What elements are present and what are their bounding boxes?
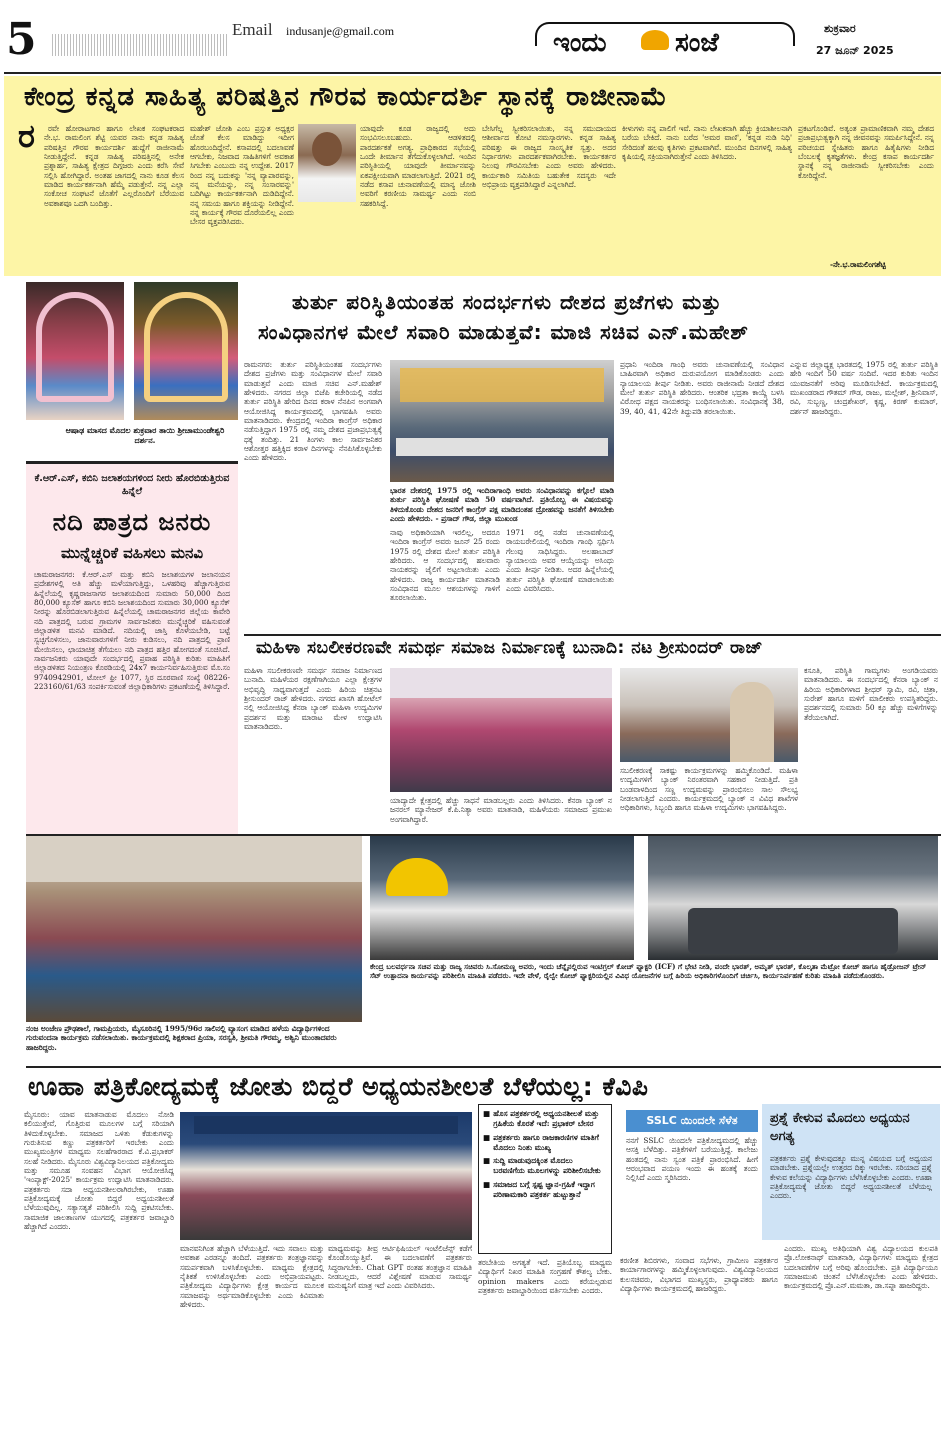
highlight-text: ಪತ್ರಕರ್ತರು ಹಾಗೂ ರಾಜಕಾರಣಿಗಳ ಮಾತಿಗೆ ಮೊದಲು ನಿಂತು ಮುಖ್ಯ	[493, 1132, 599, 1152]
journalism-col-5: ಕರಣೀತ ಶಿಬಿರಗಳು, ಸಂವಾದ ಸಭೆಗಳು, ಗ್ರಾಮೀಣ ಪತ್ರಕರ್ತರ ಕಾರ್ಯಾಗಾರಗಳನ್ನು ಹಮ್ಮಿಕೊಳ್ಳಲಾಗುವುದು. ವಿಶ್ವವಿದ್ಯಾನಿಲಯದ ಕುಲಸಚಿವರು, ವಿಭಾಗದ ಮುಖ್ಯಸ್ಥರು, ಪ್ರಾಧ್ಯಾಪಕರು ಹಾಗೂ ವಿದ್ಯಾರ್ಥಿಗಳು ಕಾರ್ಯಕ್ರಮದಲ್ಲಿ ಹಾಜರಿದ್ದರು.	[620, 1256, 778, 1293]
icf-caption: ಕೇಂದ್ರ ಬಲವರ್ಧನಾ ಸಚಿವ ಮತ್ತು ರಾಜ್ಯ ಸಚಿವರು ಸಿ.ಸೋಮಣ್ಣ ಅವರು, ಇಂದು ಚೆನ್ನೈನಲ್ಲಿರುವ ಇಂಟಿಗ್ರಲ್ ಕೋಚ್ ಫ್ಯಾಕ್ಟರಿ (ICF) ಗೆ ಭೇಟಿ ನೀಡಿ, ವಂದೇ ಭಾರತ್, ಅಮೃತ್ ಭಾರತ್, ಕೊಲ್ಕತಾ ಮೆಟ್ರೋ ಕೋಚ್ ಹಾಗೂ ಹೈಡ್ರೋಜನ್ ಟ್ರೇನ್ ಸೆಟ್ ಉತ್ಪಾದನಾ ಕಾರ್ಯವನ್ನು ಪರಿಶೀಲಿಸಿ ಮಾಹಿತಿ ಪಡೆದರು. ಇದೇ ವೇಳೆ, ರೈಲ್ವೇ ಕೋಚ್ ಫ್ಯಾಕ್ಟರಿಯಲ್ಲಿನ ವಿವಿಧ ಯೋಜನೆಗಳ ಬಗ್ಗೆ ಹಿರಿಯ ಅಧಿಕಾರಿಗಳೊಂದಿಗೆ ಚರ್ಚಿಸಿ, ಕಾರ್ಯನಿರ್ವಹಣೆ ಕುರಿತು ಮಾಹಿತಿ ಪಡೆದುಕೊಂಡರು.	[370, 962, 927, 980]
machinery-shape	[688, 908, 898, 954]
journalism-col-6: ಎಂದರು. ಮುಖ್ಯ ಅತಿಥಿಯಾಗಿ ವಿಶ್ವ ವಿದ್ಯಾಲಯದ ಕುಲಪತಿ ಪ್ರೊ.ಲೋಕನಾಥ್ ಮಾತನಾಡಿ, ವಿದ್ಯಾರ್ಥಿಗಳು ಮಾಧ್ಯಮ ಕ್ಷೇತ್ರದ ಬದಲಾವಣೆಗಳ ಬಗ್ಗೆ ಅರಿವು ಹೊಂದಬೇಕು. ಪ್ರತಿ ವಿದ್ಯಾರ್ಥಿಯೂ ಸಮಾಜಮುಖಿ ಚಿಂತನೆ ಬೆಳೆಸಿಕೊಳ್ಳಬೇಕು ಎಂದು ಹೇಳಿದರು. ಕಾರ್ಯಕ್ರಮದಲ್ಲಿ ಪ್ರೊ.ಎನ್.ಮಮತಾ, ಡಾ.ಸಪ್ನಾ ಹಾಜರಿದ್ದರು.	[784, 1244, 938, 1291]
logo-word-left: ಇಂದು	[553, 28, 607, 58]
women-event-photo	[390, 668, 612, 792]
emergency-col-1: ರಾಮನಗರ: ತುರ್ತು ಪರಿಸ್ಥಿತಿಯಂತಹ ಸಂದರ್ಭಗಳು ದೇಶದ ಪ್ರಜೆಗಳು ಮತ್ತು ಸಂವಿಧಾನಗಳ ಮೇಲೆ ಸವಾರಿ ಮಾಡುತ್ತವೆ ಎಂದು ಮಾಜಿ ಸಚಿವ ಎನ್.ಮಹೇಶ್ ಹೇಳಿದರು. ನಗರದ ಜಿಲ್ಲಾ ಬಿಜೆಪಿ ಕಚೇರಿಯಲ್ಲಿ ನಡೆದ ತುರ್ತು ಪರಿಸ್ಥಿತಿ ಹೇರಿದ ದಿನದ ಕರಾಳ ನೆನಪಿನ ಅಂಗವಾಗಿ ಆಯೋಜಿಸಿದ್ದ ಕಾರ್ಯಕ್ರಮದಲ್ಲಿ ಭಾಗವಹಿಸಿ ಅವರು ಮಾತನಾಡಿದರು. ಕೇಂದ್ರದಲ್ಲಿ ಇಂದಿರಾ ಕಾಂಗ್ರೆಸ್ ಅಧಿಕಾರ ನಡೆಸುತ್ತಿದ್ದಾಗ 1975 ರಲ್ಲಿ ನಮ್ಮ ದೇಶದ ಪ್ರಜಾಪ್ರಭುತ್ವಕ್ಕೆ ಧಕ್ಕೆ ತಂದಿತ್ತು. 21 ತಿಂಗಳು ಕಾಲ ಸಾರ್ವಜನಿಕರ ಆಶೋತ್ತರ ಹತ್ತಿಕ್ಕಿದ ಕರಾಳ ದಿನಗಳನ್ನು ನೆನಪಿಸಿಕೊಳ್ಳಬೇಕು ಎಂದು ಹೇಳಿದರು.	[244, 360, 382, 463]
women-empowerment-headline: ಮಹಿಳಾ ಸಬಲೀಕರಣವೇ ಸಮರ್ಥ ಸಮಾಜ ನಿರ್ಮಾಣಕ್ಕೆ ಬುನಾದಿ: ನಟ ಶ್ರೀಸುಂದರ್ ರಾಜ್	[256, 638, 763, 658]
bullet-icon: ■	[483, 1132, 491, 1142]
garland-shape	[36, 292, 114, 402]
river-headline: ನದಿ ಪಾತ್ರದ ಜನರು	[52, 508, 212, 536]
highlight-text: ಹೊಸ ಪತ್ರಕರ್ತರಲ್ಲಿ ಅಧ್ಯಯನಶೀಲತೆ ಮತ್ತು ಗ್ರಹಿಕೆಯ ಕೊರತೆ ಇದೆ: ಪ್ರಭಾಕರ್ ಬೇಸರ	[493, 1109, 600, 1128]
women-photo-caption: ಯಾದ್ಯಾದೇ ಕ್ಷೇತ್ರದಲ್ಲಿ ಹೆಚ್ಚು ಸಾಧನೆ ಮಾಡಬಲ್ಲರು ಎಂದು ತಿಳಿಸಿದರು. ಕೆನರಾ ಬ್ಯಾಂಕ್ ನ ಜನರಲ್ ಮ್ಯಾನೇಜರ್ ಕೆ.ಪಿ.ನಿತ್ಯಾ ಅವರು ಮಾತನಾಡಿ, ಮಹಿಳೆಯರು ಸಮಾಜದ ಪ್ರಮುಖ ಅಂಗವಾಗಿದ್ದಾರೆ.	[390, 796, 612, 824]
page-number: 5	[6, 14, 37, 65]
canopy-shape	[390, 668, 612, 698]
backdrop-shape	[194, 1116, 458, 1134]
issue-day: ಶುಕ್ರವಾರ	[824, 22, 856, 35]
icf-photo-right	[648, 836, 938, 960]
highlight-text: ಸುದ್ದಿ ಮಾಡುವುದಕ್ಕಿಂತ ಮೊದಲು ಬರವಣಿಗೆಯ ಮೂಲಗಳನ್ನು ಪರಿಶೀಲಿಸಬೇಕು	[493, 1156, 601, 1176]
journalism-col-4: ತರಬೇತಿಯ ಅಗತ್ಯತೆ ಇದೆ. ಪ್ರತಿಯೊಬ್ಬ ಮಾಧ್ಯಮ ವಿದ್ಯಾರ್ಥಿಗೆ ನಿಖರ ಮಾಹಿತಿ ಸಂಗ್ರಹಣೆ ಕೌಶಲ್ಯ ಬೇಕು. opinion makers ಎಂದು ಕರೆಯಲ್ಪಡುವ ಪತ್ರಕರ್ತರು ಜವಾಬ್ದಾರಿಯಿಂದ ವರ್ತಿಸಬೇಕು ಎಂದರು.	[478, 1258, 612, 1295]
river-kicker: ಕೆ.ಆರ್.ಎಸ್, ಕಬಿನಿ ಜಲಾಶಯಗಳಿಂದ ನೀರು ಹೊರಬಿಡುತ್ತಿರುವ ಹಿನ್ನೆಲೆ	[34, 473, 230, 498]
table-shape	[396, 438, 608, 456]
bullet-icon: ■	[483, 1180, 491, 1190]
temple-caption: ಆಷಾಢ ಮಾಸದ ಮೊದಲ ಶುಕ್ರವಾರ ತಾಯಿ ಶ್ರೀಚಾಮುಂಡೇಶ್ವರಿ ದರ್ಶನ.	[65, 425, 225, 446]
women-col-3: ಕಸೂತಿ, ಪರಿಸ್ಥಿತಿ ಗಾಮ್ಯಗಳು ಅಂಗಡಿಯವರು ಮಾತನಾಡಿದರು. ಈ ಸಂದರ್ಭದಲ್ಲಿ ಕೆನರಾ ಬ್ಯಾಂಕ್ ನ ಹಿರಿಯ ಅಧಿಕಾರಿಗಳಾದ ಶ್ರೀಧರ್ ಸ್ವಾಮಿ, ರವಿ, ಚಿತ್ರಾ, ಸುರೇಶ್ ಹಾಗೂ ಮಳಿಗೆ ಮಾಲೀಕರು ಉಪಸ್ಥಿತರಿದ್ದರು. ಪ್ರದರ್ಶನದಲ್ಲಿ ಸುಮಾರು 50 ಕ್ಕೂ ಹೆಚ್ಚು ಮಳಿಗೆಗಳನ್ನು ತೆರೆಯಲಾಗಿದೆ.	[804, 666, 938, 722]
emergency-col-4: ಪ್ರಧಾನಿ ಇಂದಿರಾ ಗಾಂಧಿ ಅವರು ಚುನಾವಣೆಯಲ್ಲಿ ಸಂವಿಧಾನ ಬಾಹಿರವಾಗಿ ಅಧಿಕಾರ ದುರುಪಯೋಗ ಮಾಡಿಕೊಂಡರು ಎಂದು ನ್ಯಾಯಾಲಯ ತೀರ್ಪು ನೀಡಿತು. ಅವರು ರಾಜೀನಾಮೆ ನೀಡದೆ ದೇಶದ ಮೇಲೆ ತುರ್ತು ಪರಿಸ್ಥಿತಿ ಹೇರಿದರು. ಆಂತರಿಕ ಭದ್ರತಾ ಕಾಯ್ದೆ ಬಳಸಿ ವಿರೋಧ ಪಕ್ಷದ ನಾಯಕರನ್ನು ಬಂಧಿಸಲಾಯಿತು. ಸಂವಿಧಾನಕ್ಕೆ 38, 39, 40, 41, 42ನೇ ತಿದ್ದುಪಡಿ ತರಲಾಯಿತು.	[620, 360, 784, 416]
email-address: indusanje@gmail.com	[286, 24, 395, 38]
emergency-col-3: 1971 ರಲ್ಲಿ ನಡೆದ ಚುನಾವಣೆಯಲ್ಲಿ ರಾಯಬರೇಲಿಯಲ್ಲಿ ಇಂದಿರಾ ಗಾಂಧಿ ಸ್ಪರ್ಧಿಸಿ ಗೆಲುವು ಸಾಧಿಸಿದ್ದರು. ಅಲಹಾಬಾದ್ ನ್ಯಾಯಾಲಯ ಅವರ ಆಯ್ಕೆಯನ್ನು ಅಸಿಂಧು ಎಂದು ತೀರ್ಪು ನೀಡಿತು. ಅದರ ಹಿನ್ನೆಲೆಯಲ್ಲಿ ತುರ್ತು ಪರಿಸ್ಥಿತಿ ಘೋಷಣೆ ಮಾಡಲಾಯಿತು ಎಂದು ವಿವರಿಸಿದರು.	[506, 528, 614, 593]
question-box	[762, 1104, 940, 1240]
highlight-item	[483, 1133, 607, 1153]
journalism-col-2: ಮಾನವನಿಗಿಂತ ಹೆಚ್ಚಾಗಿ ಬೆಳೆಯುತ್ತಿದೆ. ಇದು ಸವಾಲು ಮತ್ತು ಅವಕಾಶ ಎರಡನ್ನೂ ತಂದಿದೆ. ಪತ್ರಕರ್ತರು ತಂತ್ರಜ್ಞಾನವನ್ನು ಸಮರ್ಪಕವಾಗಿ ಬಳಸಿಕೊಳ್ಳಬೇಕು. ಮಾಧ್ಯಮ ಕ್ಷೇತ್ರದಲ್ಲಿ ನೈತಿಕತೆ ಉಳಿಸಿಕೊಳ್ಳಬೇಕು ಎಂದು ಅಭಿಪ್ರಾಯಪಟ್ಟರು. ಪತ್ರಿಕೋದ್ಯಮ ವಿದ್ಯಾರ್ಥಿಗಳು ಕ್ಷೇತ್ರ ಕಾರ್ಯದ ಮೂಲಕ ಸಮಾಜವನ್ನು ಅರ್ಥಮಾಡಿಕೊಳ್ಳಬೇಕು ಎಂದು ಕಿವಿಮಾತು ಹೇಳಿದರು.	[180, 1244, 324, 1309]
resignation-col-1: ರವೇ ಹೋರಾಟಗಾರ ಹಾಗೂ ಲೇಖಕ ಸಂಘಟಕರಾದ ನೇ.ಭ. ರಾಮಲಿಂಗ ಶೆಟ್ಟಿ ಯವರ ನಾನು ಕನ್ನಡ ಸಾಹಿತ್ಯ ಪರಿಷತ್ತಿನ ಗೌರವ ಕಾರ್ಯದರ್ಶಿ ಹುದ್ದೆಗೆ ರಾಜೀನಾಮೆ ನೀಡುತ್ತಿದ್ದೇನೆ. ಕನ್ನಡ ಸಾಹಿತ್ಯ ಪರಿಷತ್ತಿನಲ್ಲಿ ಅನೇಕ ಪ್ರಶ್ನಾರ್ಹ, ಸಾಹಿತ್ಯ ಕ್ಷೇತ್ರದ ದಿಗ್ಗಜರು ಎಂದು ಕರೆಸಿ ಸೇವೆ ಸಲ್ಲಿಸಿ ಹೋಗಿದ್ದಾರೆ. ಅಂತಹ ಜಾಗದಲ್ಲಿ ನಾನು ಕೂಡ ಕೆಲಸ ಮಾಡಿದ ಕಾರ್ಯಕರ್ತನಾಗಿ ಹೆಮ್ಮೆ ಪಡುತ್ತೇನೆ. ನನ್ನ ಎಲ್ಲಾ ಸಂಕೋಚ ಸಂಘಟನೆ ಜೊತೆಗೆ ಎಲ್ಲರೊಂದಿಗೆ ಬೆರೆಯುವ ಅವಕಾಶವೂ ಒದಗಿ ಬಂದಿತ್ತು.	[44, 124, 184, 208]
sslc-body: ನನಗೆ SSLC ಯಿಂದಲೇ ಪತ್ರಿಕೋದ್ಯಮದಲ್ಲಿ ಹೆಚ್ಚು ಆಸಕ್ತಿ ಬೆಳೆದಿತ್ತು. ಪತ್ರಿಕೆಗಳಿಗೆ ಬರೆಯುತ್ತಿದ್ದೆ. ಕಾಲೇಜು ಹಂತದಲ್ಲಿ ನಾನು ಸ್ವಂತ ಪತ್ರಿಕೆ ಪ್ರಾರಂಭಿಸಿದೆ. ಹೀಗೆ ಆರಂಭವಾದ ಪಯಣ ಇಂದು ಈ ಹಂತಕ್ಕೆ ತಂದು ನಿಲ್ಲಿಸಿದೆ ಎಂದು ಸ್ಮರಿಸಿದರು.	[626, 1136, 758, 1183]
resignation-byline: -ನೇ.ಭ.ರಾಮಲಿಂಗಶೆಟ್ಟಿ	[830, 260, 886, 269]
reunion-caption: ನಂಜ ಅಂಜೇಣ ಪ್ರೌಢಶಾಲೆ, ಗಾಮಪ್ರಿಯರು, ಮೈಸೂರಿನಲ್ಲಿ 1995/96ರ ಸಾಲಿನಲ್ಲಿ ವ್ಯಾಸಂಗ ಮಾಡಿದ ಹಳೆಯ ವಿದ್ಯಾರ್ಥಿಗಳಿಂದ ಗುರುವಂದನಾ ಕಾರ್ಯಕ್ರಮ ನಡೆಸಲಾಯಿತು. ಕಾರ್ಯಕ್ರಮದಲ್ಲಿ ಶಿಕ್ಷಕರಾದ ಪ್ರಿಯಾ, ಸರಸ್ವತಿ, ಶ್ರೀಮತಿ ಗೌರಮ್ಮ, ಅಶ್ವಿನಿ ಮುಂತಾದವರು ಹಾಜರಿದ್ದರು.	[26, 1024, 337, 1052]
river-subhead: ಮುನ್ನೆಚ್ಚರಿಕೆ ವಹಿಸಲು ಮನವಿ	[60, 544, 204, 562]
stripe-decoration	[52, 34, 228, 56]
bullet-icon: ■	[483, 1156, 491, 1166]
resignation-col-5: ಕೀಳುಗಳು ನನ್ನ ಪಾಲಿಗೆ ಇವೆ. ನಾನು ಲೇಖಕನಾಗಿ ಹೆಚ್ಚು ಕ್ರಿಯಾಶೀಲನಾಗಿ ಬರೆಯ ಬೇಕಿದೆ. ನಾನು ಬರೆದ 'ಅಮರ ವಾಣಿ', 'ಕನ್ನಡ ನುಡಿ ನಿಧಿ' ಸೇರಿದಂತೆ ಹಲವು ಕೃತಿಗಳು ಪ್ರಕಟವಾಗಿವೆ. ಮುಂದಿನ ದಿನಗಳಲ್ಲಿ ಸಾಹಿತ್ಯ ಕೃಷಿಯಲ್ಲಿ ಸಕ್ರಿಯನಾಗಿರುತ್ತೇನೆ ಎಂದು ತಿಳಿಸಿದರು.	[622, 124, 792, 161]
building-shape	[26, 836, 362, 882]
banner-shape	[400, 368, 604, 402]
logo-word-right: ಸಂಜೆ	[675, 28, 719, 58]
portrait-face	[312, 132, 342, 166]
speaker-photo	[620, 668, 798, 762]
women-col-1: ಮಹಿಳಾ ಸಬಲೀಕರಣವೇ ಸಮರ್ಥ ಸಮಾಜ ನಿರ್ಮಾಣದ ಬುನಾದಿ. ಮಹಿಳೆಯರ ರಕ್ಷಣೆಗಾಗಿಯೂ ಎಲ್ಲಾ ಕ್ಷೇತ್ರಗಳ ಅಭಿವೃದ್ಧಿ ಸಾಧ್ಯವಾಗುತ್ತದೆ ಎಂದು ಹಿರಿಯ ಚಿತ್ರನಟ ಶ್ರೀಸುಂದರ್ ರಾಜ್ ಹೇಳಿದರು. ನಗರದ ಖಾಸಗಿ ಹೋಟೆಲ್ ನಲ್ಲಿ ಆಯೋಜಿಸಿದ್ದ ಕೆನರಾ ಬ್ಯಾಂಕ್ ಮಹಿಳಾ ಉದ್ಯಮಿಗಳ ಪ್ರದರ್ಶನ ಮತ್ತು ಮಾರಾಟ ಮೇಳ ಉದ್ಘಾಟಿಸಿ ಮಾತನಾಡಿದರು.	[244, 666, 382, 731]
author-portrait	[298, 124, 356, 202]
highlight-item	[483, 1156, 607, 1176]
emergency-col-2: ನಾವು ಅಧಿಕಾರಿಯಾಗಿ ಇರಲಿಲ್ಲ, ಅದರೂ ಇಂದಿರಾ ಕಾಂಗ್ರೆಸ್ ಅವರು ಜೂನ್ 25 ರಂದು 1975 ರಲ್ಲಿ ದೇಶದ ಮೇಲೆ ತುರ್ತು ಪರಿಸ್ಥಿತಿ ಹೇರಿದರು. ಆ ಸಂದರ್ಭದಲ್ಲಿ ಹಲವಾರು ನಾಯಕರನ್ನು ಜೈಲಿಗೆ ಅಟ್ಟಲಾಯಿತು ಎಂದು ಹೇಳಿದರು. ರಾಜ್ಯ ಕಾರ್ಯದರ್ಶಿ ಮಾತನಾಡಿ ಸಂವಿಧಾನದ ಮೂಲ ಆಶಯಗಳನ್ನು ಗಾಳಿಗೆ ತೂರಲಾಯಿತು.	[390, 528, 500, 603]
garland-shape	[144, 292, 228, 402]
resignation-story	[4, 76, 941, 276]
resignation-headline: ಕೇಂದ್ರ ಕನ್ನಡ ಸಾಹಿತ್ಯ ಪರಿಷತ್ತಿನ ಗೌರವ ಕಾರ್ಯದರ್ಶಿ ಸ್ಥಾನಕ್ಕೆ ರಾಜೀನಾಮೆ	[24, 82, 668, 112]
reunion-group-photo	[26, 836, 362, 1022]
resignation-col-4: ಬೇಸಿಗೆಲ್ಲ ಸ್ವೀಕರಿಸಲಾಯಿತು, ನನ್ನ ಸಮುದಾಯದ ಆಶೀರ್ವಾದ ಕೋಟಿ ನಮಸ್ಕಾರಗಳು. ಕನ್ನಡ ಸಾಹಿತ್ಯ ಪರಿಷತ್ತು ಈ ರಾಜ್ಯದ ಸಾಂಸ್ಕೃತಿಕ ಸ್ವತ್ತು. ಅದರ ನಿರ್ಧಾರಗಳು ಪಾರದರ್ಶಕವಾಗಿರಬೇಕು. ಕಾರ್ಯಕರ್ತರ ನಿಲುವು ಗೌರವಿಸಬೇಕು ಎಂದು ಅವರು ಹೇಳಿದರು. ಕಾರ್ಯಕಾರಿ ಸಮಿತಿಯ ಬಹುತೇಕ ಸದಸ್ಯರು ಇದೇ ಅಭಿಪ್ರಾಯ ವ್ಯಕ್ತಪಡಿಸಿದ್ದಾರೆ ಎನ್ನಲಾಗಿದೆ.	[482, 124, 616, 189]
resignation-col-6: ಪ್ರಕಟಗೊಂಡಿವೆ. ಅತ್ಯಂತ ಪ್ರಾಮಾಣಿಕವಾಗಿ ನಮ್ಮ ದೇಶದ ಪ್ರಜಾಪ್ರಭುತ್ವಕ್ಕಾಗಿ ನನ್ನ ಜೀವನವನ್ನು ಸಮರ್ಪಿಸಿದ್ದೇನೆ. ನನ್ನ ಪರಿಚಯದ ಸ್ನೇಹಿತರು ಹಾಗೂ ಹಿತೈಷಿಗಳು ನೀಡಿದ ಬೆಂಬಲಕ್ಕೆ ಕೃತಜ್ಞತೆಗಳು. ಕೇಂದ್ರ ಕಸಾಪ ಕಾರ್ಯದರ್ಶಿ ಸ್ಥಾನಕ್ಕೆ ನನ್ನ ರಾಜೀನಾಮೆ ಸ್ವೀಕರಿಸಬೇಕು ಎಂದು ಕೋರಿದ್ದೇನೆ.	[798, 124, 934, 180]
emergency-headline-line-2: ಸಂವಿಧಾನಗಳ ಮೇಲೆ ಸವಾರಿ ಮಾಡುತ್ತವೆ: ಮಾಜಿ ಸಚಿವ ಎನ್.ಮಹೇಶ್	[258, 320, 749, 344]
email-label: Email	[232, 20, 273, 39]
issue-date: 27 ಜೂನ್ 2025	[816, 44, 894, 57]
resignation-col-2: ಮಹೇಶ್ ಜೋಶಿ ಎಂಬ ಪ್ರಸ್ತುತ ಅಧ್ಯಕ್ಷರ ಜೊತೆ ಕೆಲಸ ಮಾಡಿದ್ದು ಇದೀಗ ಹೊರಬಂದಿದ್ದೇನೆ. ಕಸಾಪದಲ್ಲಿ ಬದಲಾವಣೆ ಆಗಬೇಕು, ನಿಜವಾದ ಸಾಹಿತಿಗಳಿಗೆ ಅವಕಾಶ ಸಿಗಬೇಕು ಎಂಬುದು ನನ್ನ ಉದ್ದೇಶ. 2017 ರಿಂದ ನನ್ನ ಬದುಕನ್ನು 'ನನ್ನ ವ್ಯಾಪಾರವನ್ನು, ನನ್ನ ಮನೆಯನ್ನು, ನನ್ನ ಸಂಸಾರವನ್ನು' ಬದಿಗಿಟ್ಟು ಕಾರ್ಯಕರ್ತನಾಗಿ ದುಡಿದಿದ್ದೇನೆ. ನನ್ನ ಸಮಯ ಹಾಗೂ ಶಕ್ತಿಯನ್ನು ನೀಡಿದ್ದೇನೆ. ನನ್ನ ಕಾರ್ಯಕ್ಕೆ ಗೌರವ ದೊರೆಯಲಿಲ್ಲ ಎಂದು ಬೇಸರ ವ್ಯಕ್ತಪಡಿಸಿದರು.	[190, 124, 294, 227]
emergency-col-5: ಎನ್ನುವ ಜಿಲ್ಲಾಧ್ಯಕ್ಷ ಭಾರತದಲ್ಲಿ 1975 ರಲ್ಲಿ ತುರ್ತು ಪರಿಸ್ಥಿತಿ ಹೇರಿ ಇಂದಿಗೆ 50 ವರ್ಷ ಸಂದಿವೆ. ಇದರ ಕುರಿತು ಇಂದಿನ ಯುವಜನತೆಗೆ ಅರಿವು ಮೂಡಿಸಬೇಕಿದೆ. ಕಾರ್ಯಕ್ರಮದಲ್ಲಿ ಮುಖಂಡರಾದ ಗೌತಮ್ ಗೌಡ, ರಾಜು, ಮಲ್ಲೇಶ್, ಶ್ರೀನಿವಾಸ್, ರವಿ, ಸುಬ್ಬಣ್ಣ, ಚಂದ್ರಶೇಖರ್, ಕೃಷ್ಣ, ಕಿರಣ್ ಕುಮಾರ್, ದರ್ಶನ್ ಹಾಜರಿದ್ದರು.	[790, 360, 938, 416]
highlight-text: ಸಮಾಜದ ಬಗ್ಗೆ ಸ್ಪಷ್ಟ ಜ್ಞಾನ-ಗ್ರಹಿಕೆ ಇದ್ದಾಗ ಪರಿಣಾಮಕಾರಿ ಪತ್ರಕರ್ತ ಹುಟ್ಟುತ್ತಾನೆ	[493, 1180, 595, 1200]
emergency-event-photo	[390, 360, 614, 482]
speaker-figure	[730, 682, 774, 762]
journalism-col-1: ಮೈಸೂರು: ಯಾವ ಮಾತನಾಡುವ ಮೊದಲು ನೋಡಿ ಕಲಿಯುತ್ತೇವೆ, ಗೊತ್ತಿರುವ ಮೂಲಗಳ ಬಗ್ಗೆ ಸರಿಯಾಗಿ ತಿಳಿದುಕೊಳ್ಳಬೇಕು. ಸಮಾಜದ ಒಳಿತು ಕೆಡುಕುಗಳನ್ನು ಗುರುತಿಸುವ ಕಣ್ಣು ಪತ್ರಕರ್ತರಿಗೆ ಇರಬೇಕು ಎಂದು ಮುಖ್ಯಮಂತ್ರಿಗಳ ಮಾಧ್ಯಮ ಸಲಹೆಗಾರರಾದ ಕೆ.ವಿ.ಪ್ರಭಾಕರ್ ಸಲಹೆ ನೀಡಿದರು. ಮೈಸೂರು ವಿಶ್ವವಿದ್ಯಾನಿಲಯದ ಪತ್ರಿಕೋದ್ಯಮ ಮತ್ತು ಸಮೂಹ ಸಂವಹನ ವಿಭಾಗ ಆಯೋಜಿಸಿದ್ದ 'ಇಂಪ್ಯಾಕ್ಟ್-2025' ಕಾರ್ಯಕ್ರಮ ಉದ್ಘಾಟಿಸಿ ಮಾತನಾಡಿದರು. ಪತ್ರಕರ್ತರು ಸದಾ ಅಧ್ಯಯನಶೀಲರಾಗಿರಬೇಕು, ಊಹಾ ಪತ್ರಿಕೋದ್ಯಮಕ್ಕೆ ಜೋತು ಬಿದ್ದರೆ ಅಧ್ಯಯನಶೀಲತೆ ಬೆಳೆಯುವುದಿಲ್ಲ. ಸತ್ಯಾಸತ್ಯತೆ ಪರಿಶೀಲಿಸಿ ಸುದ್ದಿ ಪ್ರಕಟಿಸಬೇಕು. ಸಾಮಾಜಿಕ ಜಾಲತಾಣಗಳ ಯುಗದಲ್ಲಿ ಪತ್ರಕರ್ತರ ಜವಾಬ್ದಾರಿ ಹೆಚ್ಚಾಗಿದೆ ಎಂದರು.	[24, 1110, 174, 1231]
question-box-title: ಪ್ರಶ್ನೆ ಕೇಳುವ ಮೊದಲು ಅಧ್ಯಯನ ಅಗತ್ಯ	[770, 1111, 910, 1144]
temple-photo-right	[134, 282, 238, 420]
story4-top-rule	[26, 1066, 941, 1068]
women-col-2-lower: ಸಬಲೀಕರಣಕ್ಕೆ ಸಾಕಷ್ಟು ಕಾರ್ಯಕ್ರಮಗಳನ್ನು ಹಮ್ಮಿಕೊಂಡಿದೆ. ಮಹಿಳಾ ಉದ್ಯಮಿಗಳಿಗೆ ಬ್ಯಾಂಕ್ ನಿರಂತರವಾಗಿ ಸಹಕಾರ ನೀಡುತ್ತಿದೆ. ಪ್ರತಿ ಬಂಡವಾಳದಿಂದ ಸಣ್ಣ ಉದ್ಯಮವನ್ನು ಪ್ರಾರಂಭಿಸಲು ಸಾಲ ಸೌಲಭ್ಯ ನೀಡಲಾಗುತ್ತಿದೆ ಎಂದರು. ಕಾರ್ಯಕ್ರಮದಲ್ಲಿ ಬ್ಯಾಂಕ್ ನ ವಿವಿಧ ಶಾಖೆಗಳ ಅಧಿಕಾರಿಗಳು, ಸಿಬ್ಬಂದಿ ಹಾಗೂ ಮಹಿಳಾ ಉದ್ಯಮಿಗಳು ಭಾಗವಹಿಸಿದ್ದರು.	[620, 766, 798, 813]
temple-photo-left	[26, 282, 124, 420]
highlight-item	[483, 1109, 607, 1129]
bullet-icon: ■	[483, 1109, 491, 1118]
icf-photo-left	[370, 836, 634, 960]
masthead-divider	[4, 72, 941, 74]
masthead-logo	[535, 8, 795, 68]
emergency-photo-caption: ಭಾರತ ದೇಶದಲ್ಲಿ 1975 ರಲ್ಲಿ ಇಂದಿರಾಗಾಂಧಿ ಅವರು ಸಂವಿಧಾನವನ್ನು ಕಗ್ಗೊಲೆ ಮಾಡಿ ತುರ್ತು ಪರಿಸ್ಥಿತಿ ಘೋಷಣೆ ಮಾಡಿ 50 ವರ್ಷವಾಗಿದೆ. ಪ್ರತಿಯೊಬ್ಬ ಈ ವಿಷಯವನ್ನು ತಿಳಿದುಕೊಂಡು ದೇಶದ ಜನರಿಗೆ ಕಾಂಗ್ರೆಸ್ ಪಕ್ಷ ಮಾಡಿದಂತಹ ದ್ರೋಹವನ್ನು ಜನತೆಗೆ ತಿಳಿಸಬೇಕು ಎಂದು ಹೇಳಿದರು. - ಪ್ರಸಾದ್ ಗೌಡ, ಜಿಲ್ಲಾ ಮುಖಂಡ	[390, 486, 614, 523]
journalism-event-photo	[180, 1112, 472, 1240]
river-body: ಚಾಮರಾಜನಗರ: ಕೆ.ಆರ್.ಎಸ್ ಮತ್ತು ಕಬಿನಿ ಜಲಾಶಯಗಳ ಜಲಾನಯನ ಪ್ರದೇಶಗಳಲ್ಲಿ ಅತಿ ಹೆಚ್ಚು ಮಳೆಯಾಗುತ್ತಿದ್ದು, ಒಳಹರಿವು ಹೆಚ್ಚಾಗುತ್ತಿರುವ ಹಿನ್ನೆಲೆಯಲ್ಲಿ ಕೃಷ್ಣರಾಜಸಾಗರ ಜಲಾಶಯದಿಂದ ಸುಮಾರು 50,000 ದಿಂದ 80,000 ಕ್ಯೂಸೆಕ್ ಹಾಗೂ ಕಬಿನಿ ಜಲಾಶಯದಿಂದ ಸುಮಾರು 30,000 ಕ್ಯೂಸೆಕ್ ನೀರನ್ನು ಹೊರಬಿಡಲಾಗುತ್ತಿರುವ ಹಿನ್ನೆಲೆಯಲ್ಲಿ ಚಾಮರಾಜನಗರ ಜಿಲ್ಲೆಯ ಕಾವೇರಿ ನದಿ ಪಾತ್ರದಲ್ಲಿ ಬರುವ ಗ್ರಾಮಗಳ ಸಾರ್ವಜನಿಕರು ಮುನ್ನೆಚ್ಚರಿಕೆ ವಹಿಸುವಂತೆ ಜಿಲ್ಲಾಡಳಿತ ಮನವಿ ಮಾಡಿದೆ. ನದಿಯಲ್ಲಿ ಜಾಸ್ತಿ ಕೊಳೆಯಬೇಡಿ, ಬಟ್ಟೆ ಸ್ವಚ್ಛಗೊಳಿಸಲು, ಜಾನುವಾರುಗಳಿಗೆ ನೀರು ಕುಡಿಸಲು, ನದಿ ಪಾತ್ರದಲ್ಲಿ ಪ್ರಾಣಿ ಮೇಯಿಸಲು, ಛಾಯಾಚಿತ್ರ ತೆಗೆಯಲು ನದಿ ಪಾತ್ರದ ಹತ್ತಿರ ಹೋಗದಂತೆ ಸೂಚಿಸಿದೆ. ಸಾರ್ವಜನಿಕರು ಯಾವುದೇ ಸಂದರ್ಭದಲ್ಲಿ ಪ್ರವಾಹ ಪರಿಸ್ಥಿತಿ ಕುರಿತು ಮಾಹಿತಿಗೆ ಜಿಲ್ಲಾಡಳಿತದ ನಿಯಂತ್ರಣ ಕೊಠಡಿಯಲ್ಲಿ 24x7 ಕಾರ್ಯನಿರ್ವಹಿಸುತ್ತಿರುವ ಮೊ.ಸಂ 9740942901, ಟೋಲ್ ಫ್ರೀ 1077, ಸ್ಥಿರ ದೂರವಾಣಿ ಸಂಖ್ಯೆ 08226-223160/61/63 ಸಂಪರ್ಕಿಸುವಂತೆ ಜಿಲ್ಲಾಧಿಕಾರಿಗಳು ಪ್ರಕಟಣೆಯಲ್ಲಿ ತಿಳಿಸಿದ್ದಾರೆ.	[34, 570, 230, 691]
drop-cap: ರ	[18, 117, 35, 155]
highlight-item	[483, 1180, 607, 1200]
highlights-box	[478, 1104, 612, 1254]
helmet-shape	[386, 858, 448, 896]
journalism-headline: ಊಹಾ ಪತ್ರಿಕೋದ್ಯಮಕ್ಕೆ ಜೋತು ಬಿದ್ದರೆ ಅಧ್ಯಯನಶೀಲತೆ ಬೆಳೆಯಲ್ಲ: ಕೆವಿಪಿ	[28, 1072, 649, 1101]
sslc-title: SSLC ಯಿಂದಲೇ ಸೆಳೆತ	[626, 1110, 758, 1132]
emergency-headline-line-1: ತುರ್ತು ಪರಿಸ್ಥಿತಿಯಂತಹ ಸಂದರ್ಭಗಳು ದೇಶದ ಪ್ರಜೆಗಳು ಮತ್ತು	[292, 290, 722, 314]
journalism-col-3: ಮಾಧ್ಯಮವನ್ನು ತೀವ್ರ ಆರ್ಟಿಫಿಷಿಯಲ್ ಇಂಟೆಲಿಜೆನ್ಸ್ ಕಡೆಗೆ ಕೊಂಡೊಯ್ಯುತ್ತಿವೆ. ಈ ಬದಲಾವಣೆಗೆ ಪತ್ರಕರ್ತರು ಸಿದ್ಧರಾಗಬೇಕು. Chat GPT ರಂತಹ ತಂತ್ರಜ್ಞಾನ ಮಾಹಿತಿ ನೀಡಬಲ್ಲದು, ಆದರೆ ವಿಶ್ಲೇಷಣೆ ಮಾಡುವ ಸಾಮರ್ಥ್ಯ ಮನುಷ್ಯನಿಗೆ ಮಾತ್ರ ಇದೆ ಎಂದು ವಿವರಿಸಿದರು.	[328, 1244, 472, 1291]
question-box-body: ಪತ್ರಕರ್ತರು ಪ್ರಶ್ನೆ ಕೇಳುವುದಕ್ಕೂ ಮುನ್ನ ವಿಷಯದ ಬಗ್ಗೆ ಅಧ್ಯಯನ ಮಾಡಬೇಕು. ಪ್ರಶ್ನೆಯಲ್ಲೇ ಉತ್ತರದ ದಿಕ್ಕು ಇರಬೇಕು. ಸರಿಯಾದ ಪ್ರಶ್ನೆ ಕೇಳುವ ಕಲೆಯನ್ನು ವಿದ್ಯಾರ್ಥಿಗಳು ಬೆಳೆಸಿಕೊಳ್ಳಬೇಕು ಎಂದರು. ಊಹಾ ಪತ್ರಿಕೋದ್ಯಮಕ್ಕೆ ಜೋತು ಬಿದ್ದರೆ ಅಧ್ಯಯನಶೀಲತೆ ಬೆಳೆಯಲ್ಲ ಎಂದರು.	[770, 1154, 932, 1201]
sun-icon	[641, 30, 669, 50]
emergency-bottom-rule	[244, 634, 941, 636]
resignation-col-3: ಯಾವುದೇ ಕೂಡ ರಾಜ್ಯದಲ್ಲಿ ಅದು ಸಂಭವಿಸಲೂಬಹುದು. ಆಡಳಿತದಲ್ಲಿ ಪಾರದರ್ಶಕತೆ ಅಗತ್ಯ. ಪ್ರಾಧಿಕಾರದ ಸಭೆಯಲ್ಲಿ ಒಂದೇ ತೀರ್ಮಾನ ತೆಗೆದುಕೊಳ್ಳಲಾಗಿದೆ. ಇಂದಿನ ಪರಿಸ್ಥಿತಿಯಲ್ಲಿ ಯಾವುದೇ ತೀರ್ಮಾನವನ್ನು ಏಕಪಕ್ಷೀಯವಾಗಿ ಮಾಡಲಾಗುತ್ತಿದೆ. 2021 ರಲ್ಲಿ ನಡೆದ ಕಸಾಪ ಚುನಾವಣೆಯಲ್ಲಿ ಮಾನ್ಯ ಜೋಶಿ ಅವರಿಗೆ ಕರಣೀಯ ಸಾಮರ್ಥ್ಯ ಎಂದು ನಂಬಿ ಸಹಕರಿಸಿದ್ದೆ.	[360, 124, 476, 208]
